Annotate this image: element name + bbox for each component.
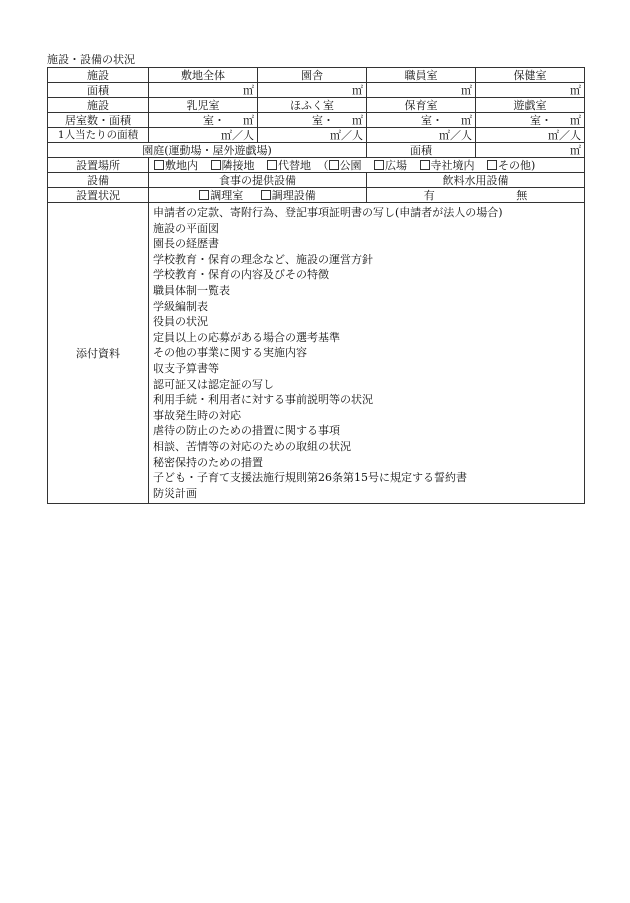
row-label: 施設 bbox=[48, 68, 149, 83]
header-cell: 遊戯室 bbox=[476, 98, 585, 113]
option-other[interactable] bbox=[487, 159, 535, 172]
option-substitute[interactable] bbox=[267, 159, 311, 172]
option-kitchen[interactable] bbox=[199, 189, 243, 202]
row-label: 施設 bbox=[48, 98, 149, 113]
attachment-item: 定員以上の応募がある場合の選考基準 bbox=[153, 330, 340, 344]
paren-open: （ bbox=[317, 158, 329, 172]
row-label: 設置場所 bbox=[48, 158, 149, 173]
option-label: 敷地内 bbox=[165, 158, 198, 172]
unit-label: ㎡／人 bbox=[330, 128, 363, 142]
area-row bbox=[48, 83, 585, 98]
checkbox[interactable] bbox=[374, 160, 384, 170]
room-area-field[interactable] bbox=[149, 113, 258, 128]
room-area-field[interactable] bbox=[258, 113, 367, 128]
row-label: 居室数・面積 bbox=[48, 113, 149, 128]
option-cooking-equipment[interactable] bbox=[261, 189, 316, 202]
header-cell: 乳児室 bbox=[149, 98, 258, 113]
unit-label: ㎡ bbox=[461, 83, 472, 97]
option-label: 公園 bbox=[339, 158, 362, 172]
food-equipment-header: 食事の提供設備 bbox=[149, 173, 367, 188]
equipment-header-row bbox=[48, 173, 585, 188]
header-cell: 職員室 bbox=[367, 68, 476, 83]
room-label: 室・ bbox=[203, 113, 225, 127]
room-label: 室・ bbox=[421, 113, 443, 127]
location-row bbox=[48, 158, 585, 173]
header-cell: 敷地全体 bbox=[149, 68, 258, 83]
equipment-status-row bbox=[48, 188, 585, 203]
room-area-field[interactable] bbox=[476, 113, 585, 128]
per-person-row bbox=[48, 128, 585, 143]
attachment-item: 子ども・子育て支援法施行規則第26条第15号に規定する誓約書 bbox=[153, 471, 467, 485]
unit-label: ㎡ bbox=[243, 83, 254, 97]
room-count-row bbox=[48, 113, 585, 128]
attachment-item: 秘密保持のための措置 bbox=[153, 455, 263, 469]
area-field[interactable] bbox=[367, 83, 476, 98]
unit-label: ㎡ bbox=[570, 113, 581, 127]
area-label: 面積 bbox=[367, 143, 476, 158]
food-options bbox=[149, 188, 367, 203]
option-label: 調理設備 bbox=[271, 188, 316, 202]
attachment-item: 利用手続・利用者に対する事前説明等の状況 bbox=[153, 393, 373, 407]
area-field[interactable] bbox=[149, 83, 258, 98]
water-equipment-header: 飲料水用設備 bbox=[367, 173, 585, 188]
per-person-field[interactable] bbox=[149, 128, 258, 143]
room-label: 室・ bbox=[312, 113, 334, 127]
header-cell: 保育室 bbox=[367, 98, 476, 113]
facility-row-1 bbox=[48, 68, 585, 83]
attachment-item: 相談、苦情等の対応のための取組の状況 bbox=[153, 439, 351, 453]
checkbox[interactable] bbox=[487, 160, 497, 170]
attachment-item: 施設の平面図 bbox=[153, 221, 219, 235]
attachment-item: 収支予算書等 bbox=[153, 361, 219, 375]
room-area-field[interactable] bbox=[367, 113, 476, 128]
option-onsite[interactable] bbox=[154, 159, 198, 172]
attachment-item: 役員の状況 bbox=[153, 315, 208, 329]
location-options bbox=[149, 158, 585, 173]
attachment-item: 申請者の定款、寄附行為、登記事項証明書の写し(申請者が法人の場合) bbox=[153, 206, 503, 219]
water-no[interactable]: 無 bbox=[516, 188, 528, 202]
checkbox[interactable] bbox=[211, 160, 221, 170]
attachment-item: 学校教育・保育の理念など、施設の運営方針 bbox=[153, 252, 373, 266]
row-label: 設備 bbox=[48, 173, 149, 188]
facility-row-2 bbox=[48, 98, 585, 113]
option-temple[interactable] bbox=[420, 159, 475, 172]
option-label: 代替地 bbox=[278, 158, 311, 172]
attachment-item: 園長の経歴書 bbox=[153, 237, 219, 251]
header-cell: 保健室 bbox=[476, 68, 585, 83]
option-label: 寺社境内 bbox=[430, 158, 475, 172]
option-park[interactable] bbox=[329, 159, 362, 172]
checkbox[interactable] bbox=[267, 160, 277, 170]
header-cell: 園舎 bbox=[258, 68, 367, 83]
option-label: 広場 bbox=[385, 158, 407, 172]
unit-label: ㎡ bbox=[570, 143, 581, 157]
playground-row bbox=[48, 143, 585, 158]
checkbox[interactable] bbox=[329, 160, 339, 170]
attachment-item: 職員体制一覧表 bbox=[153, 283, 230, 297]
per-person-field[interactable] bbox=[367, 128, 476, 143]
unit-label: ㎡／人 bbox=[548, 128, 581, 142]
attachment-item: 虐待の防止のための措置に関する事項 bbox=[153, 424, 340, 438]
attachment-item: 防災計画 bbox=[153, 486, 197, 500]
attachments-list bbox=[149, 203, 585, 504]
water-options bbox=[367, 188, 585, 203]
option-plaza[interactable] bbox=[374, 159, 407, 172]
attachment-item: 学級編制表 bbox=[153, 299, 208, 313]
row-label: 設置状況 bbox=[48, 188, 149, 203]
row-label: 1人当たりの面積 bbox=[48, 128, 149, 143]
unit-label: ㎡／人 bbox=[221, 128, 254, 142]
attachment-item: 学校教育・保育の内容及びその特徴 bbox=[153, 268, 329, 282]
checkbox[interactable] bbox=[261, 190, 271, 200]
unit-label: ㎡ bbox=[352, 83, 363, 97]
playground-area-field[interactable] bbox=[476, 143, 585, 158]
checkbox[interactable] bbox=[420, 160, 430, 170]
unit-label: ㎡ bbox=[461, 113, 472, 127]
unit-label: ㎡／人 bbox=[439, 128, 472, 142]
option-adjacent[interactable] bbox=[211, 159, 255, 172]
section-title: 施設・設備の状況 bbox=[47, 53, 135, 66]
area-field[interactable] bbox=[258, 83, 367, 98]
unit-label: ㎡ bbox=[243, 113, 254, 127]
water-yes[interactable]: 有 bbox=[423, 188, 435, 202]
checkbox[interactable] bbox=[199, 190, 209, 200]
attachment-item: その他の事業に関する実施内容 bbox=[153, 346, 307, 360]
option-label: 隣接地 bbox=[221, 158, 255, 172]
unit-label: ㎡ bbox=[570, 83, 581, 97]
per-person-field[interactable] bbox=[258, 128, 367, 143]
attachments-row bbox=[48, 203, 585, 504]
unit-label: ㎡ bbox=[352, 113, 363, 127]
attachments-label: 添付資料 bbox=[48, 203, 149, 504]
per-person-field[interactable] bbox=[476, 128, 585, 143]
playground-label: 園庭(運動場・屋外遊戯場) bbox=[48, 143, 367, 158]
header-cell: ほふく室 bbox=[258, 98, 367, 113]
attachment-item: 事故発生時の対応 bbox=[153, 408, 241, 422]
option-label: 調理室 bbox=[210, 188, 244, 202]
row-label: 面積 bbox=[48, 83, 149, 98]
attachment-item: 認可証又は認定証の写し bbox=[153, 377, 274, 391]
checkbox[interactable] bbox=[154, 160, 164, 170]
option-label: その他) bbox=[498, 158, 536, 172]
facility-table bbox=[47, 67, 585, 504]
room-label: 室・ bbox=[530, 113, 552, 127]
area-field[interactable] bbox=[476, 83, 585, 98]
